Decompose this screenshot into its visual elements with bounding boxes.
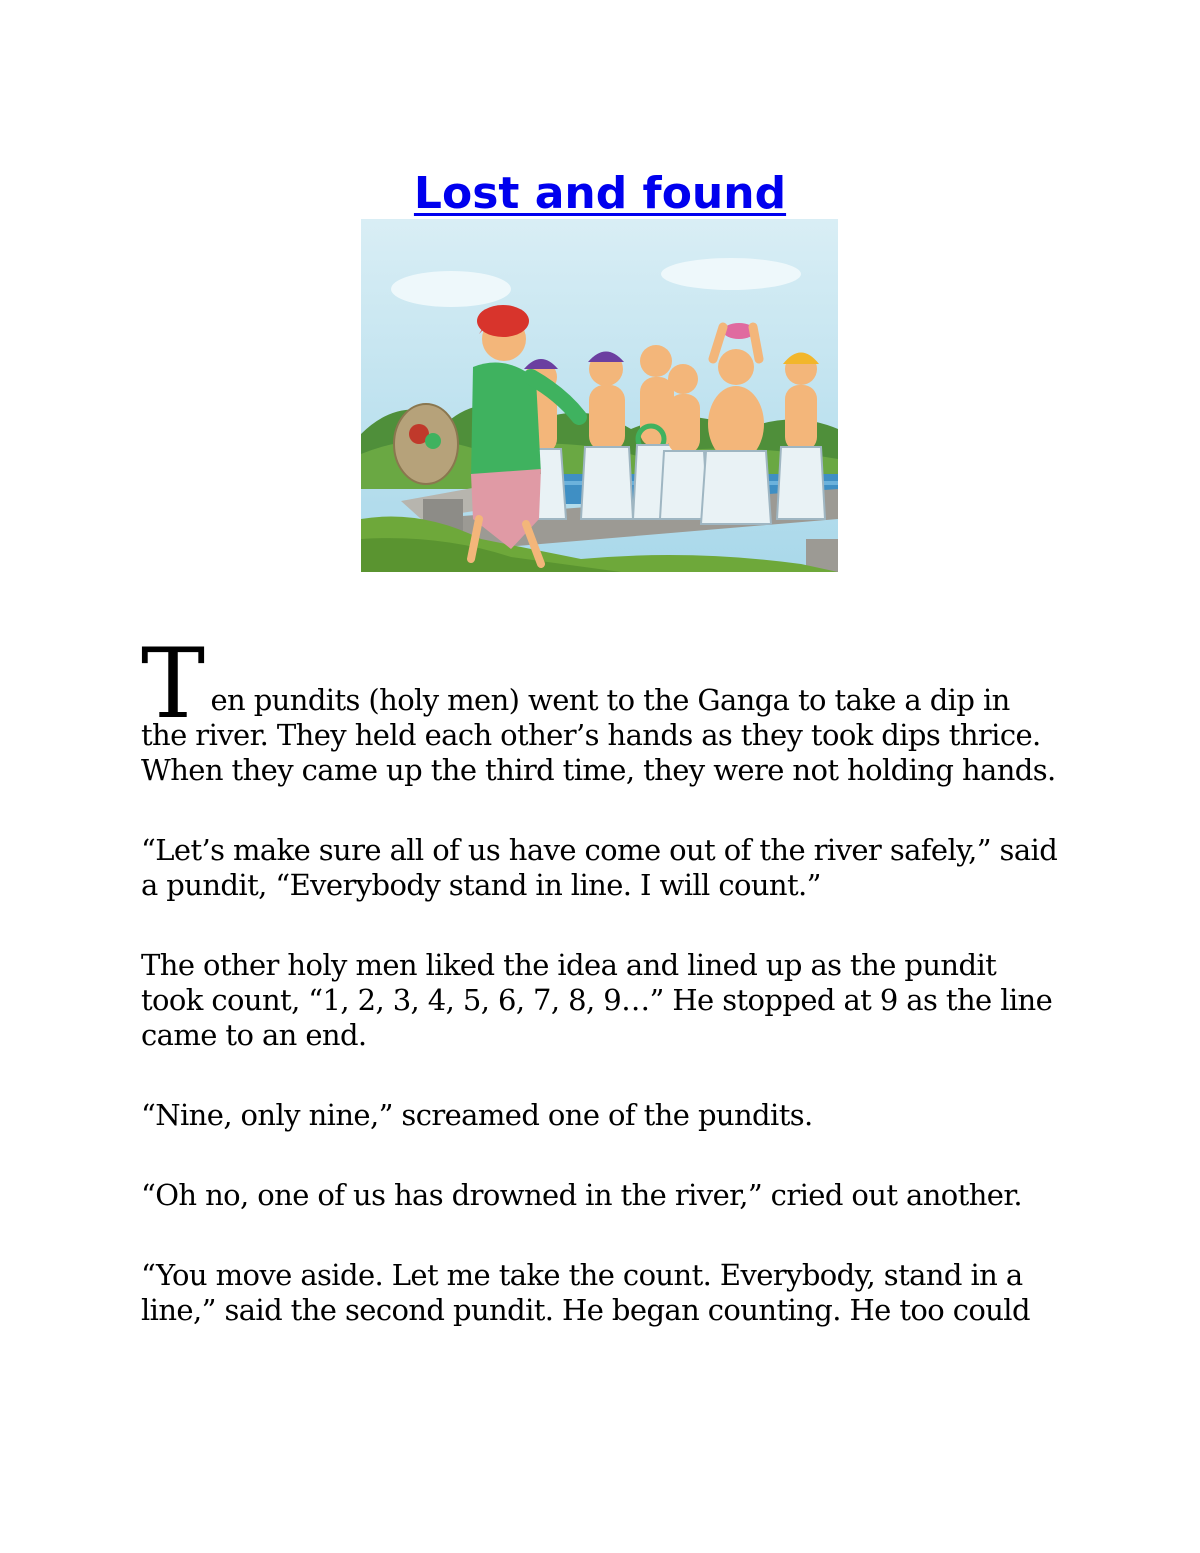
story-paragraph-3: The other holy men liked the idea and lined up as the pundit took count, “1, 2, 3, 4, 5, 6, 7, 8, 9…” He stopped at 9 as the line came to an end.: [141, 948, 1053, 1052]
story-paragraph-4: “Nine, only nine,” screamed one of the pundits.: [141, 1098, 813, 1132]
story-paragraph-2: “Let’s make sure all of us have come out of the river safely,” said a pundit, “Everybody stand in line. I will count.”: [141, 833, 1058, 902]
pundits-illustration: [361, 219, 838, 572]
document-title[interactable]: Lost and found: [413, 168, 787, 219]
story-paragraph-1: [141, 628, 1061, 788]
story-body: [141, 628, 1061, 1373]
paragraph-text: en pundits (holy men) went to the Ganga to take a dip in the river. They held each other’s hands as they took dips thrice. When they came up the third time, they were not holding hands.: [141, 683, 1056, 787]
story-paragraph-5: “Oh no, one of us has drowned in the river,” cried out another.: [141, 1178, 1023, 1212]
drop-cap: T: [141, 628, 205, 740]
story-paragraph-6: “You move aside. Let me take the count. Everybody, stand in a line,” said the second pundit. He began counting. He too could: [141, 1258, 1030, 1327]
